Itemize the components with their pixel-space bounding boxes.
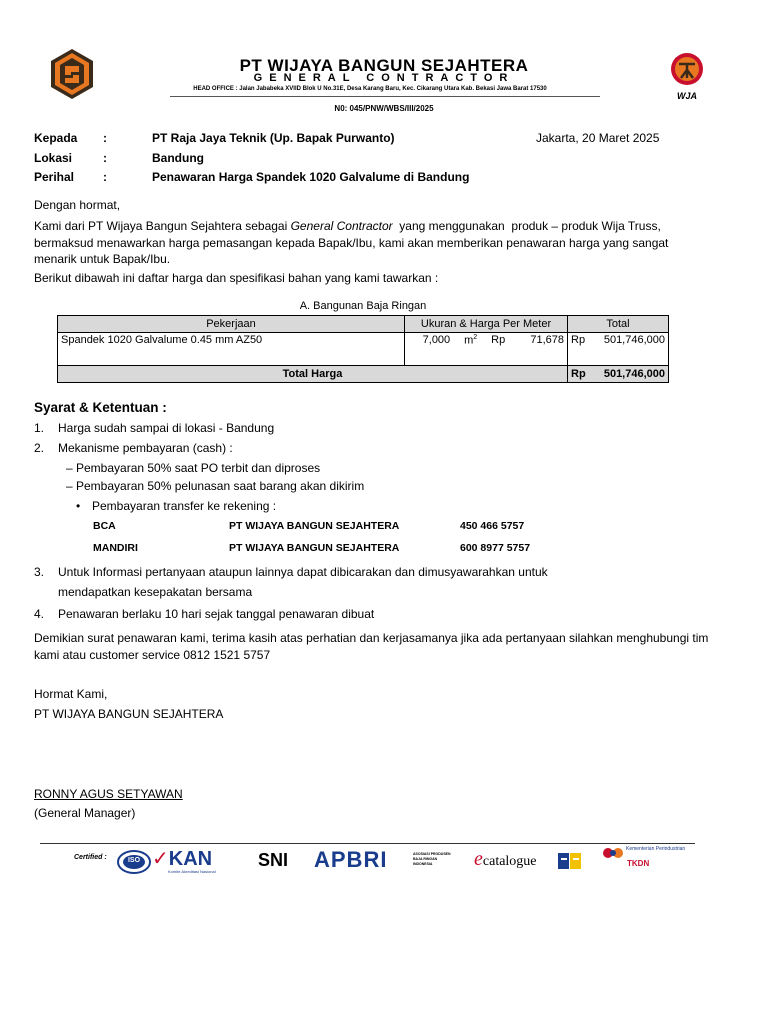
kemenperin-icon xyxy=(602,845,624,861)
bank-mandiri-account: 600 8977 5757 xyxy=(460,542,531,554)
kepada-colon: : xyxy=(103,131,107,145)
total-row xyxy=(58,366,669,383)
wja-logo-text: WJA xyxy=(677,91,697,101)
total-label: Total Harga xyxy=(58,366,568,383)
apbri-subtitle: ASOSIASI PRODUSEN BAJA RINGAN INDONESIA xyxy=(413,852,451,866)
tkdn-logo: TKDN xyxy=(627,859,650,868)
cell-total-rp: Rp xyxy=(568,333,593,366)
perihal-label: Perihal xyxy=(34,170,75,184)
intro-line-3: menarik untuk Bapak/Ibu. xyxy=(34,252,171,266)
closing-line-2: kami atau customer service 0812 1521 5757 xyxy=(34,648,271,662)
bank-mandiri: MANDIRI xyxy=(93,542,138,554)
total-rp: Rp xyxy=(568,366,593,383)
company-subtitle: GENERAL CONTRACTOR xyxy=(253,72,515,84)
certified-label: Certified : xyxy=(74,854,107,861)
kemenperin-label: Kementerian Perindustrian xyxy=(626,846,686,852)
header-divider xyxy=(170,96,600,97)
term-4: Penawaran berlaku 10 hari sejak tanggal penawaran dibuat xyxy=(58,607,375,621)
bank-mandiri-name: PT WIJAYA BANGUN SEJAHTERA xyxy=(229,542,400,554)
kan-check-icon: ✓ xyxy=(152,848,169,870)
table-row xyxy=(58,333,669,366)
regards: Hormat Kami, xyxy=(34,687,108,701)
term-1-number: 1. xyxy=(34,421,45,435)
col-header-pekerjaan: Pekerjaan xyxy=(58,316,405,333)
company-name: PT WIJAYA BANGUN SEJAHTERA xyxy=(239,56,529,75)
closing-line-1: Demikian surat penawaran kami, terima kasih atas perhatian dan kerjasamanya jika ada pertanyaan silahkan menghubungi tim xyxy=(34,631,709,645)
pu-logo xyxy=(557,851,583,871)
term-2-b: – Pembayaran 50% pelunasan saat barang akan dikirim xyxy=(66,479,365,493)
term-2-c: Pembayaran transfer ke rekening : xyxy=(92,499,277,513)
cell-price: 71,678 xyxy=(517,333,568,366)
lokasi-label: Lokasi xyxy=(34,151,73,165)
iso-logo-text: ISO xyxy=(127,857,141,864)
intro-line-1: Kami dari PT Wijaya Bangun Sejahtera sebagai General Contractor yang menggunakan produk – produk Wija Truss, xyxy=(34,219,661,233)
greeting: Dengan hormat, xyxy=(34,198,121,212)
intro-line-2: bermaksud menawarkan harga pemasangan kepada Bapak/Ibu, kami akan memberikan penawaran harga yang sangat xyxy=(34,236,669,250)
price-table xyxy=(57,315,669,383)
apbri-logo: APBRI xyxy=(314,847,388,872)
signer-name: RONNY AGUS SETYAWAN xyxy=(34,787,183,801)
term-3-number: 3. xyxy=(34,565,45,579)
bullet-icon: • xyxy=(76,499,81,513)
total-value: 501,746,000 xyxy=(592,366,669,383)
intro-line-4: Berikut dibawah ini daftar harga dan spesifikasi bahan yang kami tawarkan : xyxy=(34,271,439,285)
term-4-number: 4. xyxy=(34,607,45,621)
ecatalogue-logo: ecatalogue xyxy=(474,848,537,870)
perihal-colon: : xyxy=(103,170,107,184)
term-2-a: – Pembayaran 50% saat PO terbit dan diproses xyxy=(66,461,321,475)
term-2: Mekanisme pembayaran (cash) : xyxy=(58,441,233,455)
kan-subtitle: Komite Akreditasi Nasional xyxy=(168,869,216,874)
col-header-total: Total xyxy=(568,316,669,333)
bank-bca-account: 450 466 5757 xyxy=(460,520,525,532)
term-3: Untuk Informasi pertanyaan ataupun lainnya dapat dibicarakan dan dimusyawarahkan untuk xyxy=(58,565,548,579)
lokasi-value: Bandung xyxy=(152,151,204,165)
footer-divider xyxy=(40,843,695,844)
term-2-number: 2. xyxy=(34,441,45,455)
iso-logo xyxy=(117,850,151,874)
letter-date: Jakarta, 20 Maret 2025 xyxy=(536,131,660,145)
cell-rp: Rp xyxy=(488,333,516,366)
signer-position: (General Manager) xyxy=(34,806,136,820)
closing-company: PT WIJAYA BANGUN SEJAHTERA xyxy=(34,707,224,721)
term-1: Harga sudah sampai di lokasi - Bandung xyxy=(58,421,275,435)
sni-logo: SNI xyxy=(258,850,289,870)
cell-unit: $m^2$ xyxy=(453,333,488,366)
kepada-value: PT Raja Jaya Teknik (Up. Bapak Purwanto) xyxy=(152,131,395,145)
letter-number: N0: 045/PNW/WBS/III/2025 xyxy=(334,104,434,113)
terms-title: Syarat & Ketentuan : xyxy=(34,400,167,415)
cell-item: Spandek 1020 Galvalume 0.45 mm AZ50 xyxy=(58,333,405,366)
bank-bca: BCA xyxy=(93,520,116,532)
cell-qty: 7,000 xyxy=(405,333,454,366)
table-caption: A. Bangunan Baja Ringan xyxy=(299,300,427,312)
kepada-label: Kepada xyxy=(34,131,78,145)
term-3-line-2: mendapatkan kesepakatan bersama xyxy=(58,585,253,599)
head-office: HEAD OFFICE : Jalan Jababeka XVIID Blok U No.31E, Desa Karang Baru, Kec. Cikarang Utara Kab. Bekasi Jawa Barat 17530 xyxy=(193,86,547,92)
lokasi-colon: : xyxy=(103,151,107,165)
col-header-ukuran: Ukuran & Harga Per Meter xyxy=(405,316,568,333)
cell-total: 501,746,000 xyxy=(592,333,669,366)
bank-bca-name: PT WIJAYA BANGUN SEJAHTERA xyxy=(229,520,400,532)
perihal-value: Penawaran Harga Spandek 1020 Galvalume di Bandung xyxy=(152,170,470,184)
kan-logo: ✓KAN xyxy=(152,848,213,870)
